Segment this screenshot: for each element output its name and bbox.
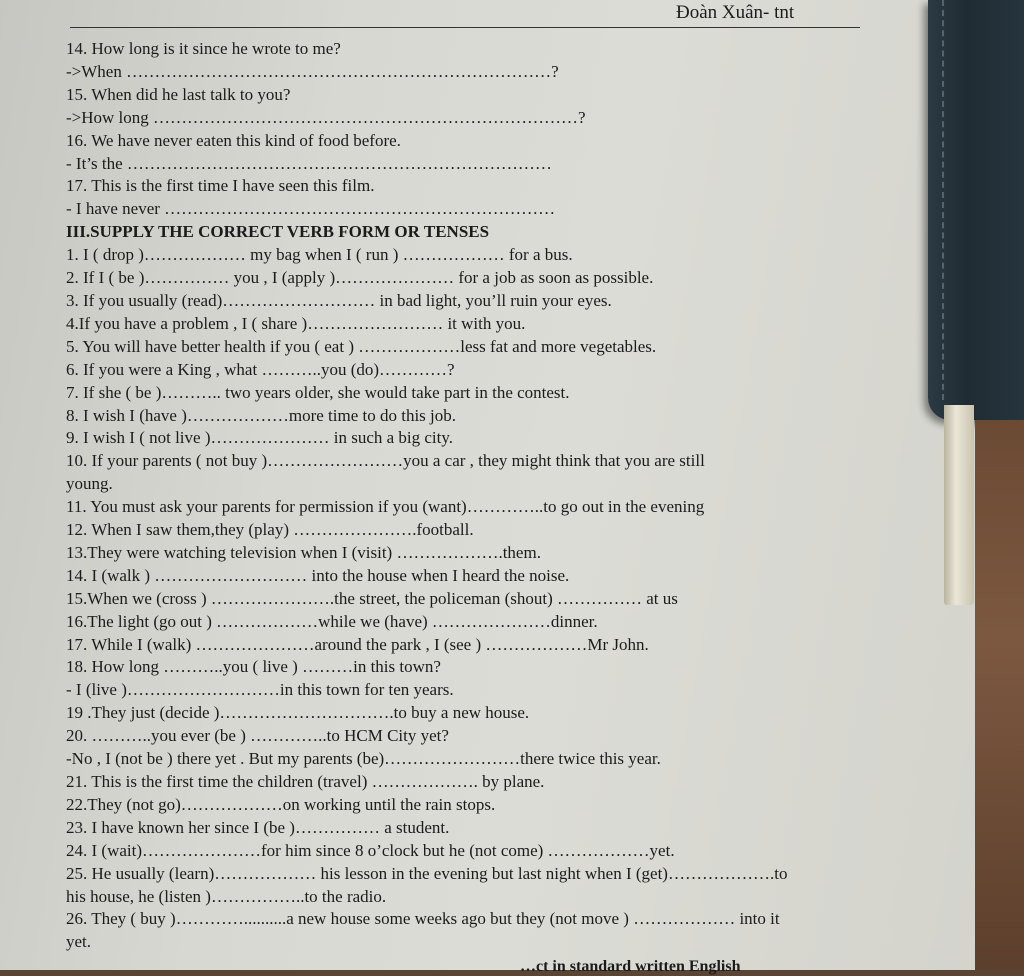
- notebook-stitching: [942, 0, 944, 400]
- exercise-line: 18. How long ………..you ( live ) ………in this town?: [66, 657, 441, 677]
- exercise-line: 25. He usually (learn)……………… his lesson in the evening but last night when I (get)……………….to: [66, 863, 788, 883]
- notebook-cover: [928, 0, 1024, 420]
- exercise-content: [66, 38, 926, 954]
- exercise-line: 22.They (not go)………………on working until the rain stops.: [66, 794, 496, 814]
- bookmark-ribbon: [944, 405, 974, 605]
- exercise-line: 15. When did he last talk to you?: [66, 84, 291, 104]
- exercise-line: young.: [66, 474, 113, 494]
- exercise-line: 21. This is the first time the children (travel) ………………. by plane.: [66, 772, 545, 791]
- exercise-line: 8. I wish I (have )………………more time to do this job.: [66, 405, 457, 425]
- exercise-line: -No , I (not be ) there yet . But my parents (be)……………………there twice this year.: [66, 749, 661, 769]
- exercise-line: 4.If you have a problem , I ( share )…………………… it with you.: [66, 313, 526, 333]
- exercise-line: 26. They ( buy )…………..........a new house some weeks ago but they (not move ) ……………… into it: [66, 909, 780, 929]
- wooden-table: [975, 420, 1024, 970]
- exercise-line: 16. We have never eaten this kind of food before.: [66, 130, 401, 150]
- exercise-line: 14. I (walk ) ……………………… into the house when I heard the noise.: [66, 565, 570, 585]
- header-rule: [70, 27, 860, 28]
- exercise-line: 15.When we (cross ) ………………….the street, the policeman (shout) …………… at us: [66, 588, 678, 608]
- exercise-line: 19 .They just (decide )………………………….to buy a new house.: [66, 703, 530, 723]
- exercise-line: 12. When I saw them,they (play) ………………….football.: [66, 520, 474, 540]
- exercise-line: - I (live )………………………in this town for ten years.: [66, 680, 454, 700]
- exercise-line: 13.They were watching television when I (visit) ……………….them.: [66, 542, 541, 562]
- exercise-line: 17. While I (walk) …………………around the park , I (see ) ………………Mr John.: [66, 634, 649, 654]
- exercise-line: - I have never ……………………………………………………………: [66, 199, 556, 219]
- section-heading: III.SUPPLY THE CORRECT VERB FORM OR TENSES: [66, 222, 490, 242]
- exercise-line: 20. ………..you ever (be ) …………..to HCM City yet?: [66, 726, 449, 746]
- cut-off-bottom-text: …ct in standard written English: [520, 958, 741, 975]
- exercise-line: 7. If she ( be )……….. two years older, she would take part in the contest.: [66, 382, 570, 402]
- exercise-line: 1. I ( drop )……………… my bag when I ( run ) ……………… for a bus.: [66, 245, 573, 265]
- exercise-line: 9. I wish I ( not live )………………… in such a big city.: [66, 428, 454, 448]
- exercise-line: 11. You must ask your parents for permission if you (want)…………..to go out in the evening: [66, 497, 705, 517]
- exercise-line: yet.: [66, 932, 92, 952]
- exercise-line: 24. I (wait)…………………for him since 8 o’clock but he (not come) ………………yet.: [66, 840, 675, 860]
- exercise-line: - It’s the …………………………………………………………………: [66, 153, 552, 173]
- exercise-line: his house, he (listen )……………..to the radio.: [66, 886, 387, 906]
- exercise-line: 6. If you were a King , what ………..you (do)…………?: [66, 359, 455, 379]
- exercise-line: 2. If I ( be )…………… you , I (apply )………………… for a job as soon as possible.: [66, 268, 654, 288]
- exercise-line: ->How long …………………………………………………………………?: [66, 107, 586, 127]
- exercise-line: 3. If you usually (read)……………………… in bad light, you’ll ruin your eyes.: [66, 290, 612, 310]
- exercise-line: 10. If your parents ( not buy )……………………you a car , they might think that you are still: [66, 451, 705, 471]
- exercise-line: 14. How long is it since he wrote to me?: [66, 39, 341, 58]
- exercise-line: 17. This is the first time I have seen this film.: [66, 176, 375, 196]
- author-name: Đoàn Xuân- tnt: [676, 2, 795, 23]
- exercise-line: 5. You will have better health if you ( eat ) ………………less fat and more vegetables.: [66, 336, 657, 356]
- exercise-line: 23. I have known her since I (be )…………… a student.: [66, 817, 450, 837]
- exercise-line: ->When …………………………………………………………………?: [66, 61, 559, 81]
- exercise-line: 16.The light (go out ) ………………while we (have) …………………dinner.: [66, 611, 598, 631]
